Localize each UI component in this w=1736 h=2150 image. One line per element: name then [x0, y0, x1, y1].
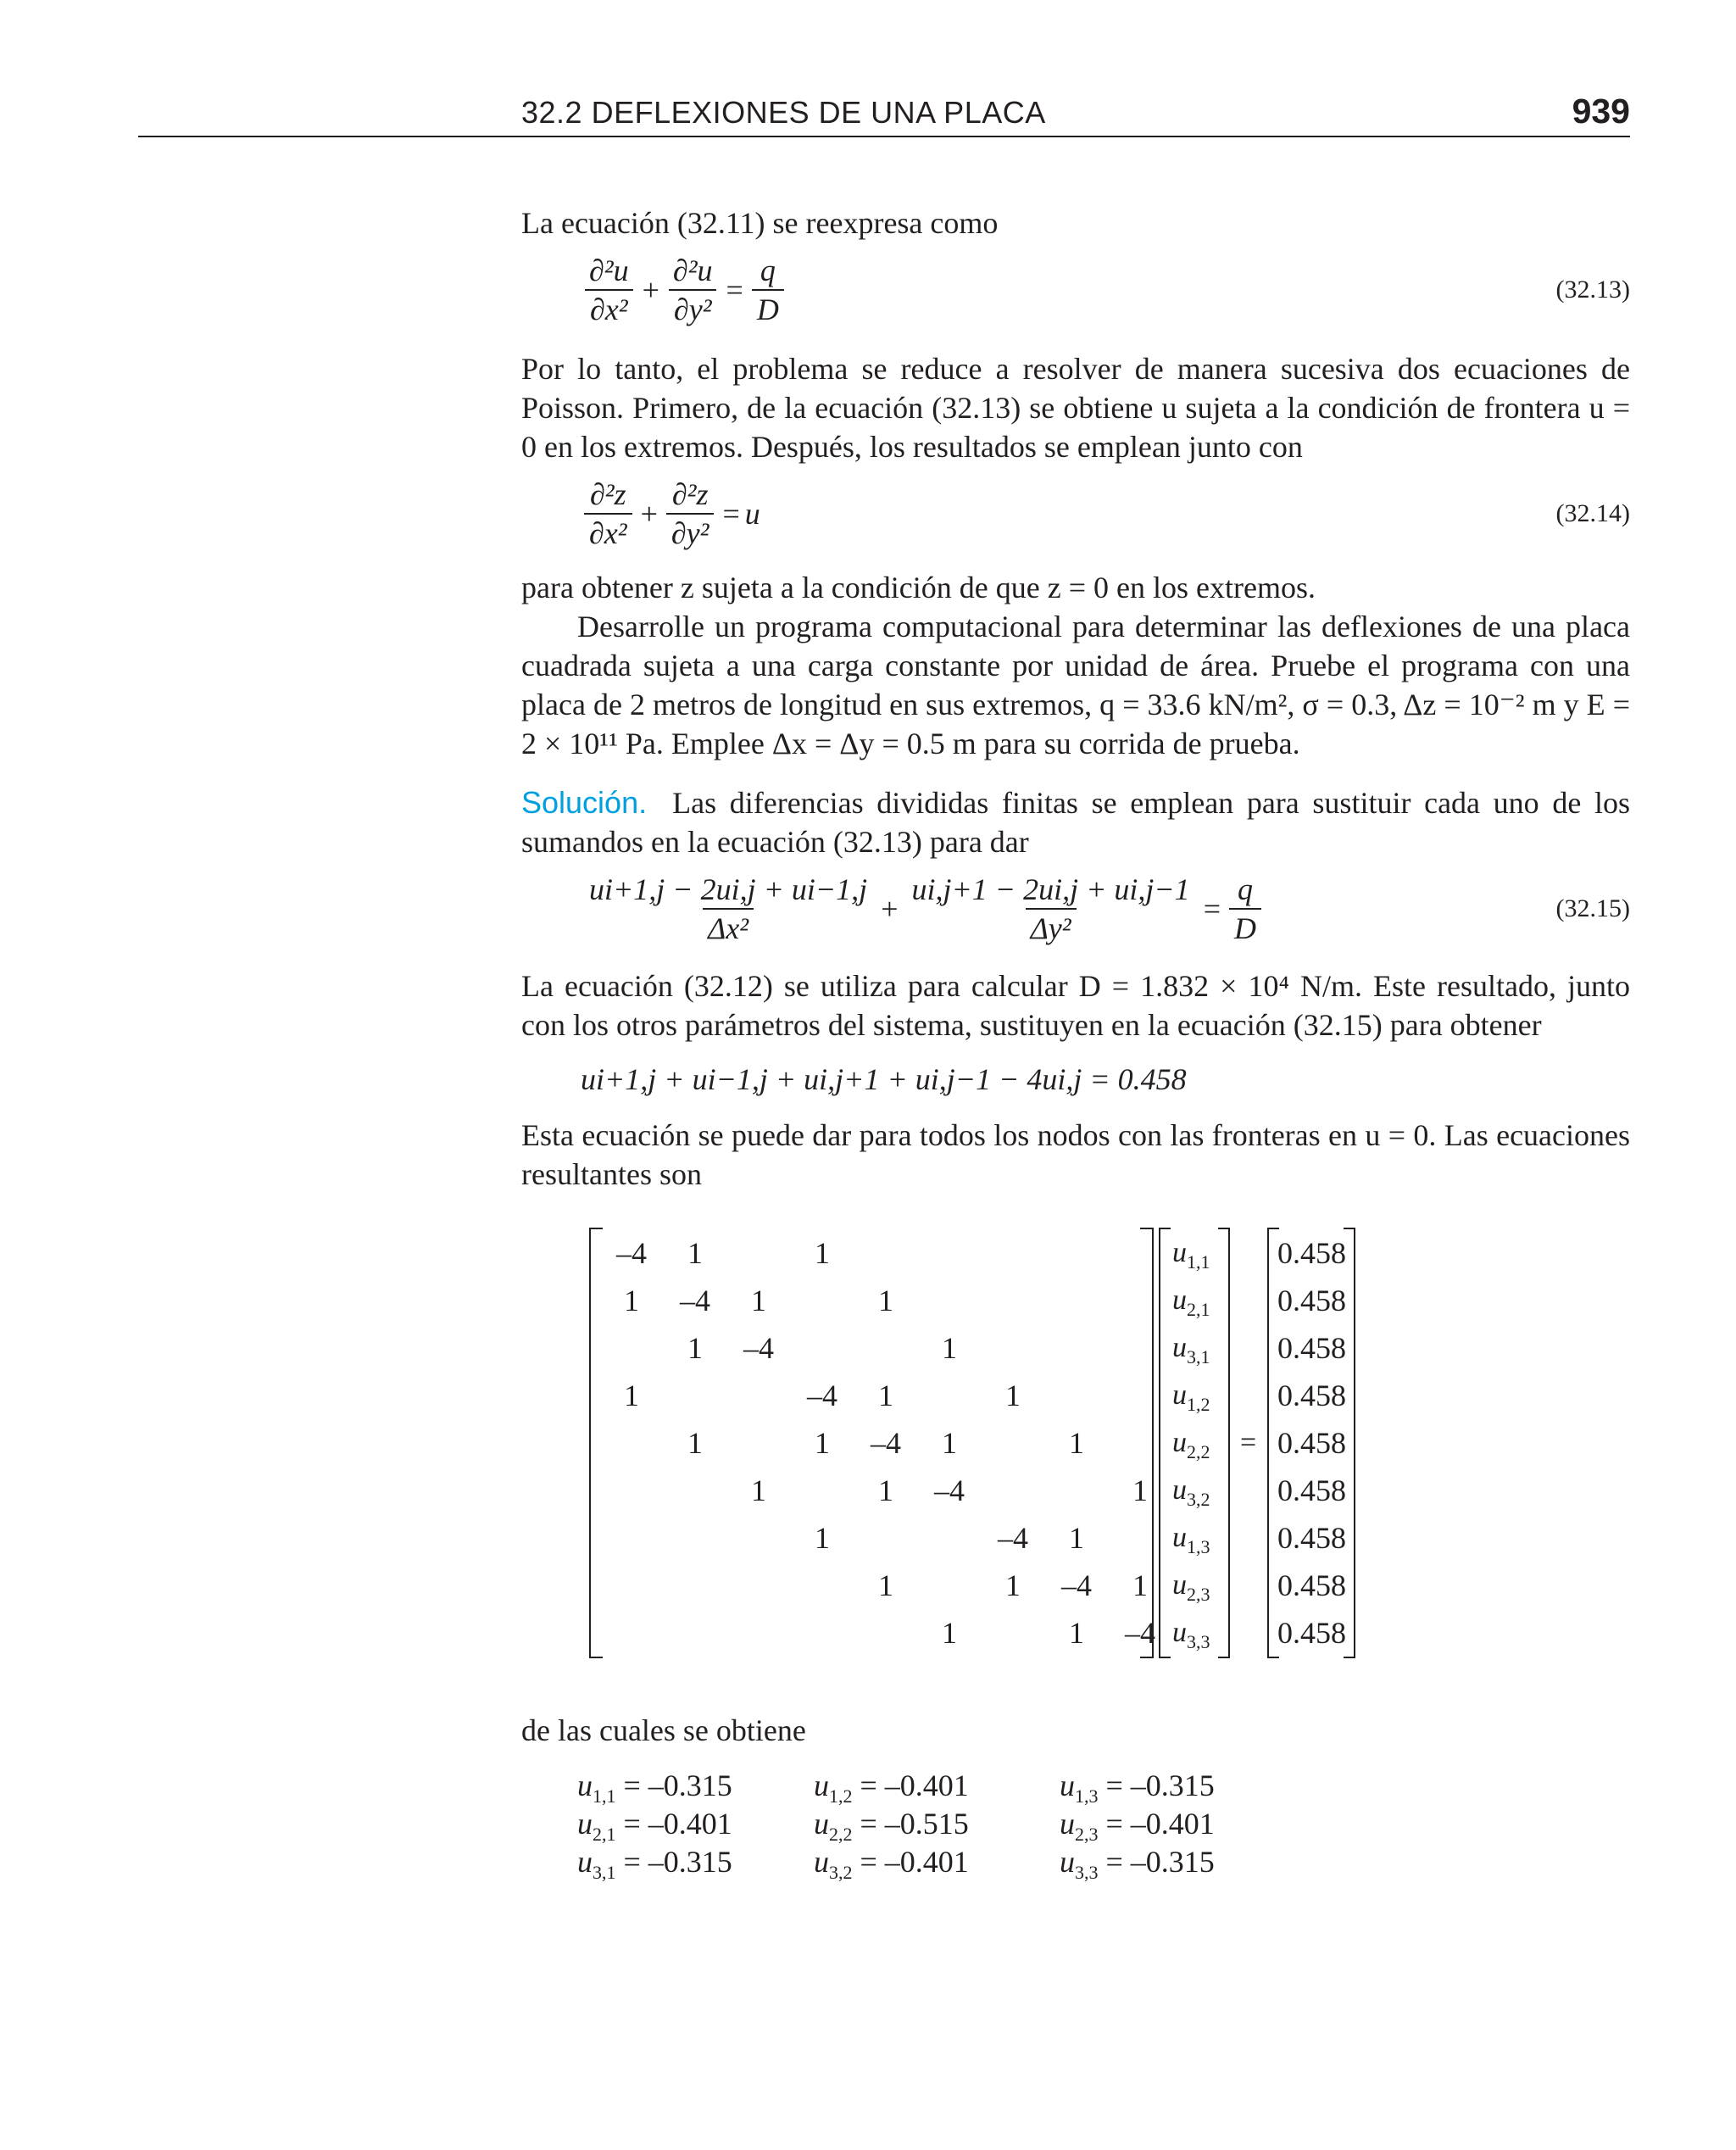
vector-left-bracket: [1159, 1228, 1171, 1658]
rhs: u: [744, 497, 760, 531]
matrix-cell: 1: [687, 1236, 703, 1270]
rhs-entry: 0.458: [1277, 1568, 1346, 1602]
page-body: [521, 203, 1630, 1885]
result-value: $u_{3,2} = -0.401$: [814, 1845, 969, 1883]
matrix-cell: 1: [878, 1284, 893, 1317]
matrix-cell: 1: [1005, 1379, 1021, 1412]
matrix-cell: –4: [871, 1426, 901, 1460]
matrix-cell: 1: [1132, 1568, 1148, 1602]
matrix-cell: 1: [815, 1236, 830, 1270]
paragraph-problem: Desarrolle un programa computacional para determinar las deflexiones de una placa cuadrada sujeta a una carga constante por unidad de área. Pruebe el programa con una placa de 2 metros de longitud en sus extremos, q = 33.6 kN/m², σ = 0.3, Δz = 10⁻² m y E = 2 × 10¹¹ Pa. Emplee Δx = Δy = 0.5 m para su corrida de prueba.: [521, 610, 1630, 760]
result-value: $u_{1,2} = -0.401$: [814, 1768, 969, 1807]
result-value: $u_{1,3} = -0.315$: [1060, 1768, 1215, 1807]
matrix-cell: –4: [934, 1473, 965, 1507]
denominator: D: [1229, 908, 1261, 947]
section-title: 32.2 DEFLEXIONES DE UNA PLACA: [521, 95, 1046, 130]
matrix-left-bracket: [589, 1228, 603, 1658]
matrix-cell: 1: [1132, 1473, 1148, 1507]
unknown-entry: $u_{2,1}$: [1172, 1284, 1210, 1320]
paragraph-z-condition: para obtener z sujeta a la condición de que z = 0 en los extremos.: [521, 571, 1316, 604]
denominator: ∂y²: [666, 513, 715, 552]
matrix-cell: 1: [942, 1616, 957, 1650]
denominator: ∂x²: [584, 513, 632, 552]
fraction: [584, 252, 634, 328]
matrix-equation: [521, 1228, 1630, 1702]
matrix-cell: –4: [680, 1284, 710, 1317]
matrix-cell: 1: [878, 1379, 893, 1412]
matrix-cell: –4: [1125, 1616, 1155, 1650]
fraction: [584, 871, 872, 947]
numerator: q: [1238, 872, 1253, 906]
numerator: ui+1,j − 2ui,j + ui−1,j: [589, 872, 868, 906]
rhs-entry: 0.458: [1277, 1284, 1346, 1317]
unknown-entry: $u_{2,3}$: [1172, 1569, 1210, 1605]
rhs-entry: 0.458: [1277, 1426, 1346, 1460]
paragraph-results-intro: de las cuales se obtiene: [521, 1713, 806, 1747]
rhs-entry: 0.458: [1277, 1331, 1346, 1365]
matrix-cell: 1: [878, 1568, 893, 1602]
equation-nodal: [581, 1050, 1630, 1109]
matrix-cell: 1: [942, 1331, 957, 1365]
matrix-cell: 1: [624, 1379, 639, 1412]
unknown-entry: $u_{2,2}$: [1172, 1427, 1210, 1462]
matrix-cell: 1: [1069, 1616, 1084, 1650]
matrix-cell: 1: [942, 1426, 957, 1460]
fraction: [584, 476, 632, 552]
matrix-cell: 1: [687, 1426, 703, 1460]
page-number: 939: [1572, 92, 1630, 131]
matrix-cell: 1: [815, 1521, 830, 1555]
unknown-entry: $u_{1,1}$: [1172, 1237, 1210, 1273]
equation-32-13: $\frac{\text{∂²u}}{\text{∂x²}}$ + $\frac{\text{∂²u}}{\text{∂y²}}$ = $\frac{q}{D}$ (32.13): [581, 242, 1630, 337]
numerator: ∂²u: [589, 253, 629, 287]
numerator: q: [760, 253, 776, 287]
unknown-entry: $u_{1,2}$: [1172, 1379, 1210, 1415]
result-value: $u_{3,1} = -0.315$: [577, 1845, 732, 1883]
rhs-entry: 0.458: [1277, 1236, 1346, 1270]
matrix-cell: 1: [815, 1426, 830, 1460]
paragraph-d-value: La ecuación (32.12) se utiliza para calcular D = 1.832 × 10⁴ N/m. Este resultado, junto con los otros parámetros del sistema, sustituyen en la ecuación (32.15) para obtener: [521, 969, 1630, 1042]
matrix-cell: –4: [743, 1331, 774, 1365]
rhs-entry: 0.458: [1277, 1521, 1346, 1555]
numerator: ∂²u: [672, 253, 713, 287]
equation-number: (32.13): [1555, 276, 1630, 304]
result-value: $u_{2,1} = -0.401$: [577, 1807, 732, 1845]
numerator: ∂²z: [671, 477, 709, 511]
solution-text: Las diferencias divididas finitas se emplean para sustituir cada uno de los sumandos en la ecuación (32.13) para dar: [521, 786, 1630, 859]
header-rule: [138, 136, 1630, 137]
vector-right-bracket: [1218, 1228, 1230, 1658]
equation-number: (32.15): [1555, 894, 1630, 922]
rhs-entry: 0.458: [1277, 1616, 1346, 1650]
matrix-cell: 1: [1069, 1426, 1084, 1460]
denominator: ∂x²: [585, 289, 633, 328]
matrix-cell: 1: [1005, 1568, 1021, 1602]
rhs-entry: 0.458: [1277, 1473, 1346, 1507]
matrix-cell: 1: [687, 1331, 703, 1365]
matrix-cell: 1: [751, 1284, 766, 1317]
result-value: $u_{3,3} = -0.315$: [1060, 1845, 1215, 1883]
rhs-entry: 0.458: [1277, 1379, 1346, 1412]
matrix-cell: –4: [998, 1521, 1028, 1555]
solution-label: Solución.: [521, 785, 648, 820]
paragraph-intro: La ecuación (32.11) se reexpresa como: [521, 206, 999, 240]
fraction: [907, 871, 1195, 947]
numerator: ui,j+1 − 2ui,j + ui,j−1: [911, 872, 1190, 906]
paragraph-poisson: Por lo tanto, el problema se reduce a resolver de manera sucesiva dos ecuaciones de Poisson. Primero, de la ecuación (32.13) se obtiene u sujeta a la condición de frontera u = 0 en los extremos. Después, los resultados se emplean junto con: [521, 352, 1630, 464]
equation-32-14: $\frac{\text{∂²z}}{\text{∂x²}}$ + $\frac{\text{∂²z}}{\text{∂y²}}$ = u (32.14): [581, 466, 1630, 561]
unknown-entry: $u_{3,3}$: [1172, 1617, 1210, 1652]
matrix-cell: 1: [878, 1473, 893, 1507]
denominator: ∂y²: [669, 289, 717, 328]
unknown-entry: $u_{3,1}$: [1172, 1332, 1210, 1367]
page-header: [0, 0, 1736, 144]
fraction: [666, 476, 715, 552]
denominator: Δx²: [703, 908, 754, 947]
result-value: $u_{2,2} = -0.515$: [814, 1807, 969, 1845]
equation-number: (32.14): [1555, 499, 1630, 527]
fraction: [752, 252, 784, 328]
matrix-cell: 1: [624, 1284, 639, 1317]
equation-32-15: $\frac{ui+1,j - 2ui,j + ui-1,j}{\text{Δx²}}$ + $\frac{ui,j+1 - 2ui,j + ui,j-1}{\text{Δy²}}$ = $\frac{q}{D}$ (32.15): [581, 861, 1630, 956]
matrix-cell: –4: [616, 1236, 647, 1270]
denominator: D: [752, 289, 784, 328]
unknown-entry: $u_{3,2}$: [1172, 1474, 1210, 1510]
nodal-equation-text: ui+1,j + ui−1,j + ui,j+1 + ui,j−1 − 4ui,j = 0.458: [581, 1062, 1187, 1096]
equals-sign: =: [1240, 1427, 1257, 1458]
matrix-cell: 1: [751, 1473, 766, 1507]
results-grid: [521, 1767, 1630, 1885]
paragraph-all-nodes: Esta ecuación se puede dar para todos los nodos con las fronteras en u = 0. Las ecuaciones resultantes son: [521, 1118, 1630, 1191]
matrix-cell: –4: [1061, 1568, 1092, 1602]
matrix-cell: 1: [1069, 1521, 1084, 1555]
fraction: [1229, 871, 1261, 947]
paragraph-solution: [521, 783, 1630, 861]
numerator: ∂²z: [589, 477, 626, 511]
result-value: $u_{2,3} = -0.401$: [1060, 1807, 1215, 1845]
denominator: Δy²: [1026, 908, 1077, 947]
matrix-cell: –4: [807, 1379, 837, 1412]
fraction: [668, 252, 718, 328]
unknown-entry: $u_{1,3}$: [1172, 1522, 1210, 1557]
result-value: $u_{1,1} = -0.315$: [577, 1768, 732, 1807]
